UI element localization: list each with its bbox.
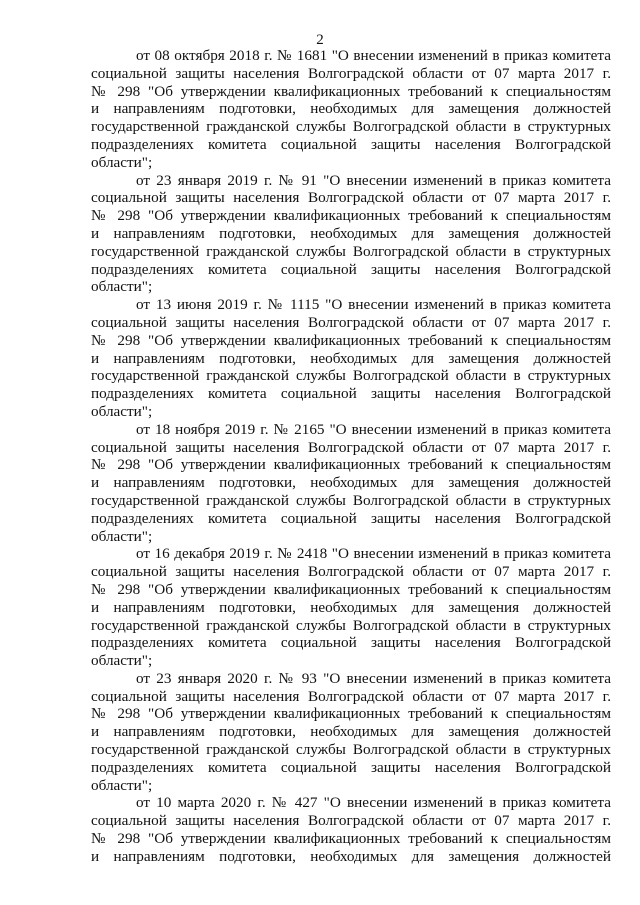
text-line: области"; [91, 527, 153, 545]
text-line: и направлениям подготовки, необходимых для замещения должностей [91, 474, 611, 492]
text-line: области"; [91, 402, 153, 420]
text-line: подразделениях комитета социальной защиты населения Волгоградской [91, 509, 611, 527]
text-line: от 23 января 2020 г. № 93 "О внесении изменений в приказ комитета [136, 669, 611, 687]
amendment-entry [91, 421, 611, 546]
text-line: социальной защиты населения Волгоградской области от 07 марта 2017 г. [91, 812, 611, 830]
text-line: области"; [91, 278, 153, 296]
text-line: государственной гражданской службы Волгоградской области в структурных [91, 118, 611, 136]
text-line: и направлениям подготовки, необходимых для замещения должностей [91, 100, 611, 118]
text-line: № 298 "Об утверждении квалификационных требований к специальностям [91, 456, 611, 474]
text-line: социальной защиты населения Волгоградской области от 07 марта 2017 г. [91, 313, 611, 331]
text-line: от 10 марта 2020 г. № 427 "О внесении изменений в приказ комитета [136, 794, 611, 812]
text-line: государственной гражданской службы Волгоградской области в структурных [91, 367, 611, 385]
text-line: подразделениях комитета социальной защиты населения Волгоградской [91, 135, 611, 153]
text-line: и направлениям подготовки, необходимых для замещения должностей [91, 723, 611, 741]
text-line: № 298 "Об утверждении квалификационных требований к специальностям [91, 331, 611, 349]
amendment-list [91, 47, 611, 866]
amendment-entry [91, 794, 611, 865]
text-line: социальной защиты населения Волгоградской области от 07 марта 2017 г. [91, 563, 611, 581]
text-line: и направлениям подготовки, необходимых для замещения должностей [91, 349, 611, 367]
text-line: № 298 "Об утверждении квалификационных требований к специальностям [91, 705, 611, 723]
amendment-entry [91, 172, 611, 297]
text-line: № 298 "Об утверждении квалификационных требований к специальностям [91, 82, 611, 100]
text-line: социальной защиты населения Волгоградской области от 07 марта 2017 г. [91, 687, 611, 705]
text-line: государственной гражданской службы Волгоградской области в структурных [91, 242, 611, 260]
text-line: и направлениям подготовки, необходимых для замещения должностей [91, 847, 611, 865]
text-line: и направлениям подготовки, необходимых для замещения должностей [91, 598, 611, 616]
text-line: от 16 декабря 2019 г. № 2418 "О внесении изменений в приказ комитета [136, 545, 611, 563]
text-line: подразделениях комитета социальной защиты населения Волгоградской [91, 385, 611, 403]
text-line: от 23 января 2019 г. № 91 "О внесении изменений в приказ комитета [136, 171, 611, 189]
text-line: государственной гражданской службы Волгоградской области в структурных [91, 491, 611, 509]
text-line: от 13 июня 2019 г. № 1115 "О внесении изменений в приказ комитета [136, 296, 611, 314]
text-line: социальной защиты населения Волгоградской области от 07 марта 2017 г. [91, 64, 611, 82]
text-line: социальной защиты населения Волгоградской области от 07 марта 2017 г. [91, 438, 611, 456]
page-number: 2 [316, 32, 324, 48]
text-line: от 08 октября 2018 г. № 1681 "О внесении изменений в приказ комитета [136, 47, 611, 64]
text-line: социальной защиты населения Волгоградской области от 07 марта 2017 г. [91, 189, 611, 207]
text-line: подразделениях комитета социальной защиты населения Волгоградской [91, 634, 611, 652]
amendment-entry [91, 545, 611, 670]
text-line: подразделениях комитета социальной защиты населения Волгоградской [91, 758, 611, 776]
text-line: подразделениях комитета социальной защиты населения Волгоградской [91, 260, 611, 278]
text-line: и направлениям подготовки, необходимых для замещения должностей [91, 224, 611, 242]
text-line: № 298 "Об утверждении квалификационных требований к специальностям [91, 207, 611, 225]
text-line: государственной гражданской службы Волгоградской области в структурных [91, 741, 611, 759]
amendment-entry [91, 670, 611, 795]
text-line: № 298 "Об утверждении квалификационных требований к специальностям [91, 830, 611, 848]
amendment-entry [91, 47, 611, 172]
text-line: области"; [91, 153, 153, 171]
text-line: области"; [91, 776, 153, 794]
text-line: № 298 "Об утверждении квалификационных требований к специальностям [91, 580, 611, 598]
text-line: государственной гражданской службы Волгоградской области в структурных [91, 616, 611, 634]
text-line: области"; [91, 652, 153, 670]
text-line: от 18 ноября 2019 г. № 2165 "О внесении изменений в приказ комитета [136, 420, 611, 438]
amendment-entry [91, 296, 611, 421]
